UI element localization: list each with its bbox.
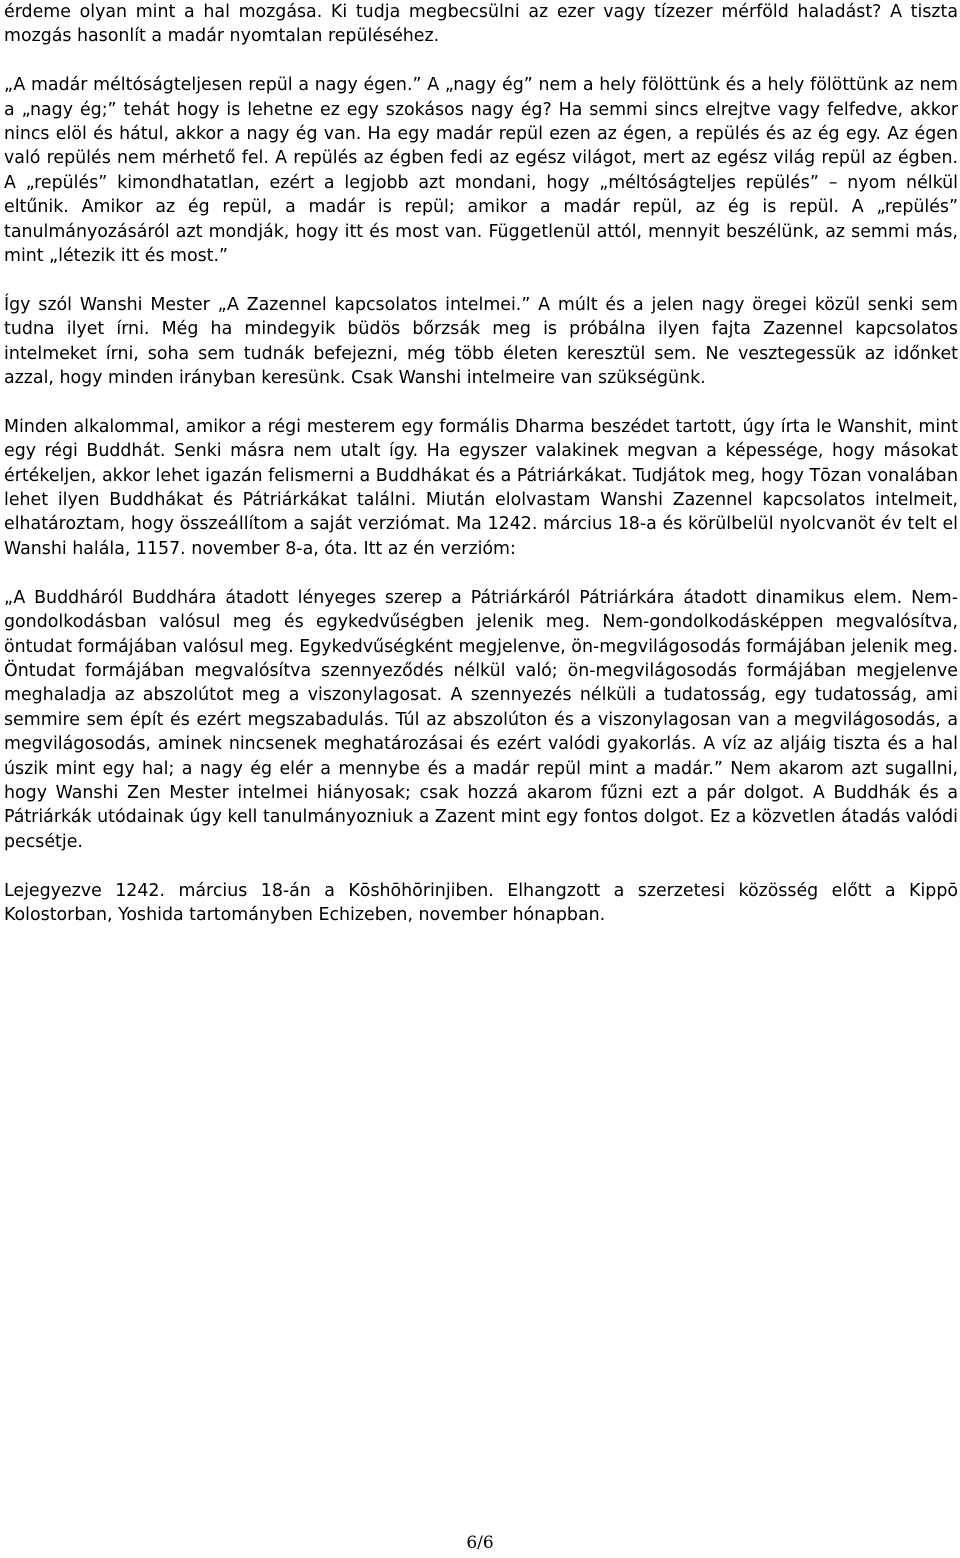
paragraph-bird-flight: „A madár méltóságteljesen repül a nagy égen.” A „nagy ég” nem a hely fölöttünk és a hely fölöttünk az nem a „nagy ég;” tehát hogy is lehetne ez egy szokásos nagy ég? Ha semmi sincs elrejtve vagy felfedve, akkor nincs elöl és hátul, akkor a nagy ég van. Ha egy madár repül ezen az égen, a repülés és az ég egy. Az égen való repülés nem mérhető fel. A repülés az égben fedi az egész világot, mert az egész világ repül az égben. A „repülés” kimondhatatlan, ezért a legjobb azt mondani, hogy „méltóságteljes repülés” – nyom nélkül eltűnik. Amikor az ég repül, a madár is repül; amikor a madár repül, az ég is repül. A „repülés” tanulmányozásáról azt mondják, hogy itt és most van. Függetlenül attól, mennyit beszélünk, az semmi más, mint „létezik itt és most.” bbox=[4, 75, 958, 267]
paragraph-wanshi-admonitions: Így szól Wanshi Mester „A Zazennel kapcsolatos intelmei.” A múlt és a jelen nagy öregei közül senki sem tudna ilyet írni. Még ha mindegyik büdös bőrzsák meg is próbálna ilyen fajta Zazennel kapcsolatos intelmeket írni, soha sem tudnák befejezni, még több életen keresztül sem. Ne vesztegessük az időnket azzal, hogy minden irányban keresünk. Csak Wanshi intelmeire van szükségünk. bbox=[4, 294, 958, 389]
paragraph-colophon: Lejegyezve 1242. március 18-án a Kōshōhōrinjiben. Elhangzott a szerzetesi közösség előtt a Kippō Kolostorban, Yoshida tartományben Echizeben, november hónapban. bbox=[4, 880, 958, 925]
page-number: 6/6 bbox=[466, 1533, 494, 1553]
paragraph-gap bbox=[4, 49, 958, 73]
paragraph-gap bbox=[4, 854, 958, 878]
document-body bbox=[4, 0, 958, 927]
paragraph-gap bbox=[4, 561, 958, 585]
paragraph-gap bbox=[4, 390, 958, 414]
paragraph-gap bbox=[4, 268, 958, 292]
paragraph-old-master: Minden alkalommal, amikor a régi mesterem egy formális Dharma beszédet tartott, úgy írta le Wanshit, mint egy régi Buddhát. Senki másra nem utalt így. Ha egyszer valakinek megvan a képessége, hogy másokat értékeljen, akkor lehet igazán felismerni a Buddhákat és a Pátriárkákat. Tudjátok meg, hogy Tōzan vonalában lehet ilyen Buddhákat és Pátriárkákat találni. Miután elolvastam Wanshi Zazennel kapcsolatos intelmeit, elhatároztam, hogy összeállítom a saját verziómat. Ma 1242. március 18-a és körülbelül nyolcvanöt év telt el Wanshi halála, 1157. november 8-a, óta. Itt az én verzióm: bbox=[4, 416, 958, 559]
paragraph-intro: érdeme olyan mint a hal mozgása. Ki tudja megbecsülni az ezer vagy tízezer mérföld haladást? A tiszta mozgás hasonlít a madár nyomtalan repüléséhez. bbox=[4, 2, 958, 47]
paragraph-my-version: „A Buddháról Buddhára átadott lényeges szerep a Pátriárkáról Pátriárkára átadott dinamikus elem. Nem-gondolkodásban valósul meg és egykedvűségben jelenik meg. Nem-gondolkodásképpen megvalósítva, öntudat formájában valósul meg. Egykedvűségként megjelenve, ön-megvilágosodás formájában jelenik meg. Öntudat formájában megvalósítva szennyeződés nélkül való; ön-megvilágosodás formájában megjelenve meghaladja az abszolútot meg a viszonylagosat. A szennyezés nélküli a tudatosság, egy tudatosság, ami semmire sem épít és ezért megszabadulás. Túl az abszolúton és a viszonylagosan van a megvilágosodás, a megvilágosodás, aminek nincsenek meghatározásai és ezért valódi gyakorlás. A víz az aljáig tiszta és a hal úszik mint egy hal; a nagy ég elér a mennybe és a madár repül mint a madár.” Nem akarom azt sugallni, hogy Wanshi Zen Mester intelmei hiányosak; csak hozzá akarom fűzni ezt a pár dolgot. A Buddhák és a Pátriárkák utódainak úgy kell tanulmányozniuk a Zazent mint egy fontos dolgot. Ez a közvetlen átadás valódi pecsétje. bbox=[4, 587, 958, 852]
